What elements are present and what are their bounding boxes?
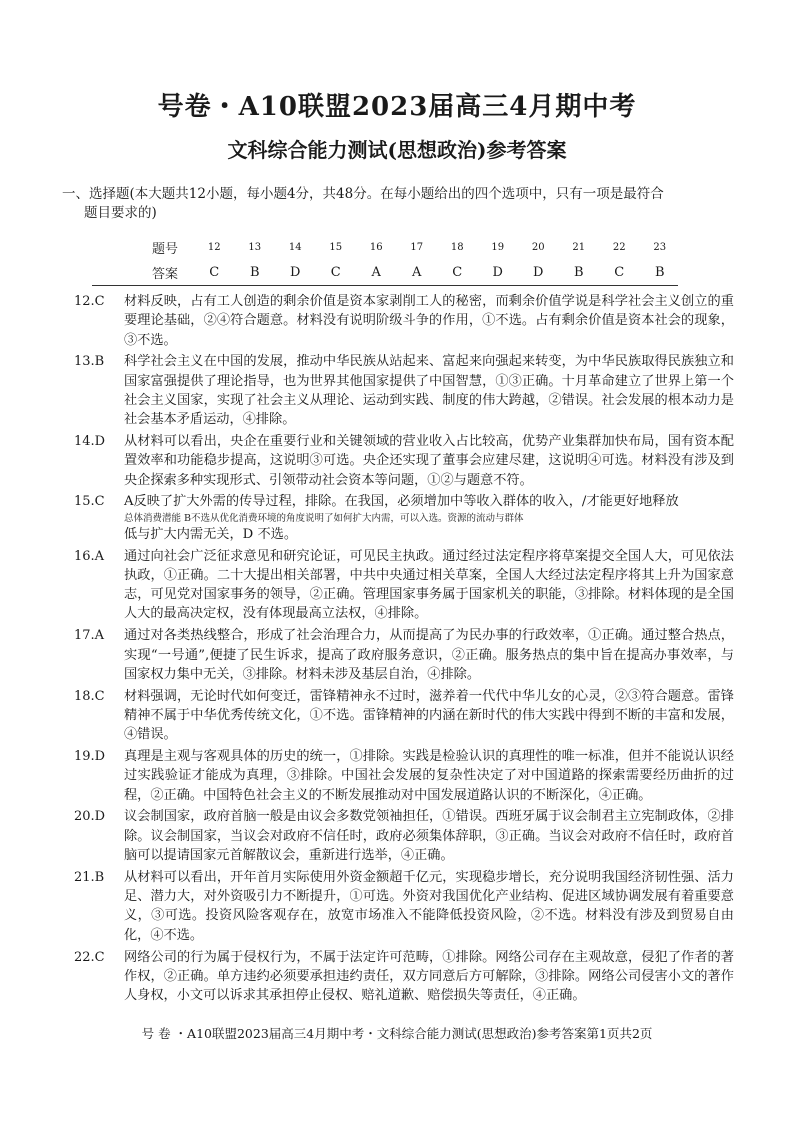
row-label-number: 题号	[152, 241, 179, 257]
explanation-text: 材料反映，占有工人创造的剩余价值是资本家剥削工人的秘密，而剩余价值学说是科学社会主义创立的重要理论基础，②④符合题意。材料没有说明阶级斗争的作用，①不选。占有剩余价值是资本社会的现象，③不选。	[124, 294, 734, 348]
explanation-item-21	[74, 868, 734, 945]
explanation-item-16	[74, 547, 734, 624]
explanation-text: 网络公司的行为属于侵权行为，不属于法定许可范畴，①排除。网络公司存在主观故意，侵犯了作者的著作权，②正确。单方违约必须要承担违约责任，双方同意后方可解除，③排除。网络公司侵害小文的著作人身权，小文可以诉求其承担停止侵权、赔礼道歉、赔偿损失等责任，④正确。	[124, 949, 734, 1004]
question-number: 22	[612, 241, 626, 253]
question-number: 23	[653, 241, 667, 253]
answer-cell: D	[290, 264, 301, 280]
explanation-item-18	[74, 687, 734, 745]
explanation-text: 议会制国家，政府首脑一般是由议会多数党领袖担任，①错误。西班牙属于议会制君主立宪制政体，②排除。议会制国家，当议会对政府不信任时，政府必须集体辞职，③正确。当议会对政府不信任时，政府首脑可以提请国家元首解散议会，重新进行选举，④正确。	[124, 809, 734, 864]
section-heading-line-1: 一、选择题(本大题共12小题，每小题4分，共48分。在每小题给出的四个选项中，只有一项是最符合	[62, 186, 664, 202]
answer-cell: B	[654, 264, 665, 280]
explanation-item-14	[74, 432, 734, 490]
explanation-label: 15.C	[74, 494, 105, 510]
answer-table-answer-row	[152, 258, 680, 286]
row-label-answer: 答案	[152, 266, 179, 282]
divider	[92, 285, 678, 286]
page-subtitle: 文科综合能力测试(思想政治)参考答案	[227, 138, 567, 162]
explanation-label: 14.D	[74, 434, 106, 450]
question-number: 15	[329, 241, 343, 253]
answer-cell: C	[452, 264, 463, 280]
question-number: 20	[531, 241, 545, 253]
question-number: 18	[450, 241, 464, 253]
question-number: 19	[491, 241, 505, 253]
explanation-label: 18.C	[74, 688, 105, 704]
explanation-text: 从材料可以看出，开年首月实际使用外资金额超千亿元，实现稳步增长，充分说明我国经济韧性强、活力足、潜力大，对外资吸引力不断提升，①可选。外资对我国优化产业结构、促进区域协调发展有着重要意义，③可选。投资风险客观存在，放宽市场准入不能降低投资风险，②不选。材料没有涉及到贸易自由化，④不选。	[124, 869, 734, 943]
explanation-text: 通过对各类热线整合，形成了社会治理合力，从而提高了为民办事的行政效率，①正确。通过整合热点，实现“一号通”,便捷了民生诉求，提高了政府服务意识，②正确。服务热点的集中旨在提高办事效率，与国家权力集中无关，③排除。材料未涉及基层自治，④排除。	[124, 628, 734, 682]
question-number: 17	[410, 241, 424, 253]
section-heading-line-2: 题目要求的)	[84, 205, 157, 221]
explanation-label: 22.C	[74, 949, 105, 965]
question-number: 14	[288, 241, 302, 253]
page-footer: 号 卷 ・A10联盟2023届高三4月期中考・文科综合能力测试(思想政治)参考答案第1页共2页	[141, 1026, 653, 1041]
explanation-item-12	[74, 292, 734, 350]
explanation-label: 19.D	[74, 749, 106, 765]
explanation-item-17	[74, 626, 734, 684]
answer-cell: A	[371, 264, 381, 280]
answer-table	[152, 236, 680, 286]
answer-cell: B	[249, 264, 260, 280]
section-heading	[62, 185, 742, 223]
explanation-label: 12.C	[74, 294, 105, 309]
question-number: 13	[248, 241, 262, 253]
answer-cell: A	[412, 264, 422, 280]
explanation-text: 通过向社会广泛征求意见和研究论证，可见民主执政。通过经过法定程序将草案提交全国人大，可见依法执政，①正确。二十大提出相关部署，中共中央通过相关草案，全国人大经过法定程序将其上升为国家意志，可见党对国家事务的领导，②正确。管理国家事务属于国家机关的职能，③排除。材料体现的是全国人大的最高决定权，没有体现最高立法权，④排除。	[124, 548, 734, 622]
answer-cell: B	[573, 264, 584, 280]
explanation-label: 13.B	[74, 354, 105, 370]
explanation-label: 20.D	[74, 809, 106, 825]
answer-cell: C	[614, 264, 625, 280]
answer-cell: C	[209, 264, 220, 280]
explanation-item-15	[74, 492, 734, 544]
explanation-text: 真理是主观与客观具体的历史的统一，①排除。实践是检验认识的真理性的唯一标准，但并不能说认识经过实践验证才能成为真理，③排除。中国社会发展的复杂性决定了对中国道路的探索需要经历曲折的过程，②正确。中国特色社会主义的不断发展推动对中国发展道路认识的不断深化，④正确。	[124, 749, 734, 803]
explanation-item-19	[74, 747, 734, 805]
answer-table-number-row	[152, 236, 680, 258]
explanation-label: 16.A	[74, 548, 105, 564]
explanation-label: 21.B	[74, 869, 105, 885]
explanation-small-text: 总体消费潜能 B不选从优化消费环境的角度说明了如何扩大内需，可以入选。资源的流动与群体	[124, 512, 524, 524]
explanation-text-continued: 低与扩大内需无关，D 不选。	[124, 526, 298, 542]
page-title: 号卷・A10联盟2023届高三4月期中考	[157, 92, 637, 122]
answer-cell: D	[533, 264, 544, 280]
explanation-item-22	[74, 948, 734, 1006]
explanation-text: A反映了扩大外需的传导过程，排除。在我国，必须增加中等收入群体的收入，/才能更好地释放	[124, 494, 679, 510]
answer-cell: D	[492, 264, 503, 280]
explanation-text: 科学社会主义在中国的发展，推动中华民族从站起来、富起来向强起来转变，为中华民族取得民族独立和国家富强提供了理论指导，也为世界其他国家提供了中国智慧，①③正确。十月革命建立了世界上第一个社会主义国家，实现了社会主义从理论、运动到实践、制度的伟大跨越，②错误。社会发展的根本动力是社会基本矛盾运动，④排除。	[124, 354, 734, 428]
question-number: 21	[572, 241, 586, 253]
explanation-text: 材料强调，无论时代如何变迁，雷锋精神永不过时，滋养着一代代中华儿女的心灵，②③符合题意。雷锋精神不属于中华优秀传统文化，①不选。雷锋精神的内涵在新时代的伟大实践中得到不断的丰富和发展，④错误。	[124, 688, 734, 743]
explanation-label: 17.A	[74, 628, 105, 644]
explanation-text: 从材料可以看出，央企在重要行业和关键领域的营业收入占比较高，优势产业集群加快布局，国有资本配置效率和功能稳步提高，这说明③可选。央企还实现了董事会应建尽建，这说明④可选。材料没有涉及到央企探索多种实现形式、引领带动社会资本等问题，①②与题意不符。	[124, 434, 734, 488]
question-number: 12	[207, 241, 221, 253]
explanation-list	[74, 292, 734, 1008]
explanation-item-20	[74, 807, 734, 865]
answer-cell: C	[330, 264, 341, 280]
question-number: 16	[369, 241, 383, 253]
explanation-text-group	[124, 492, 734, 544]
explanation-item-13	[74, 352, 734, 429]
